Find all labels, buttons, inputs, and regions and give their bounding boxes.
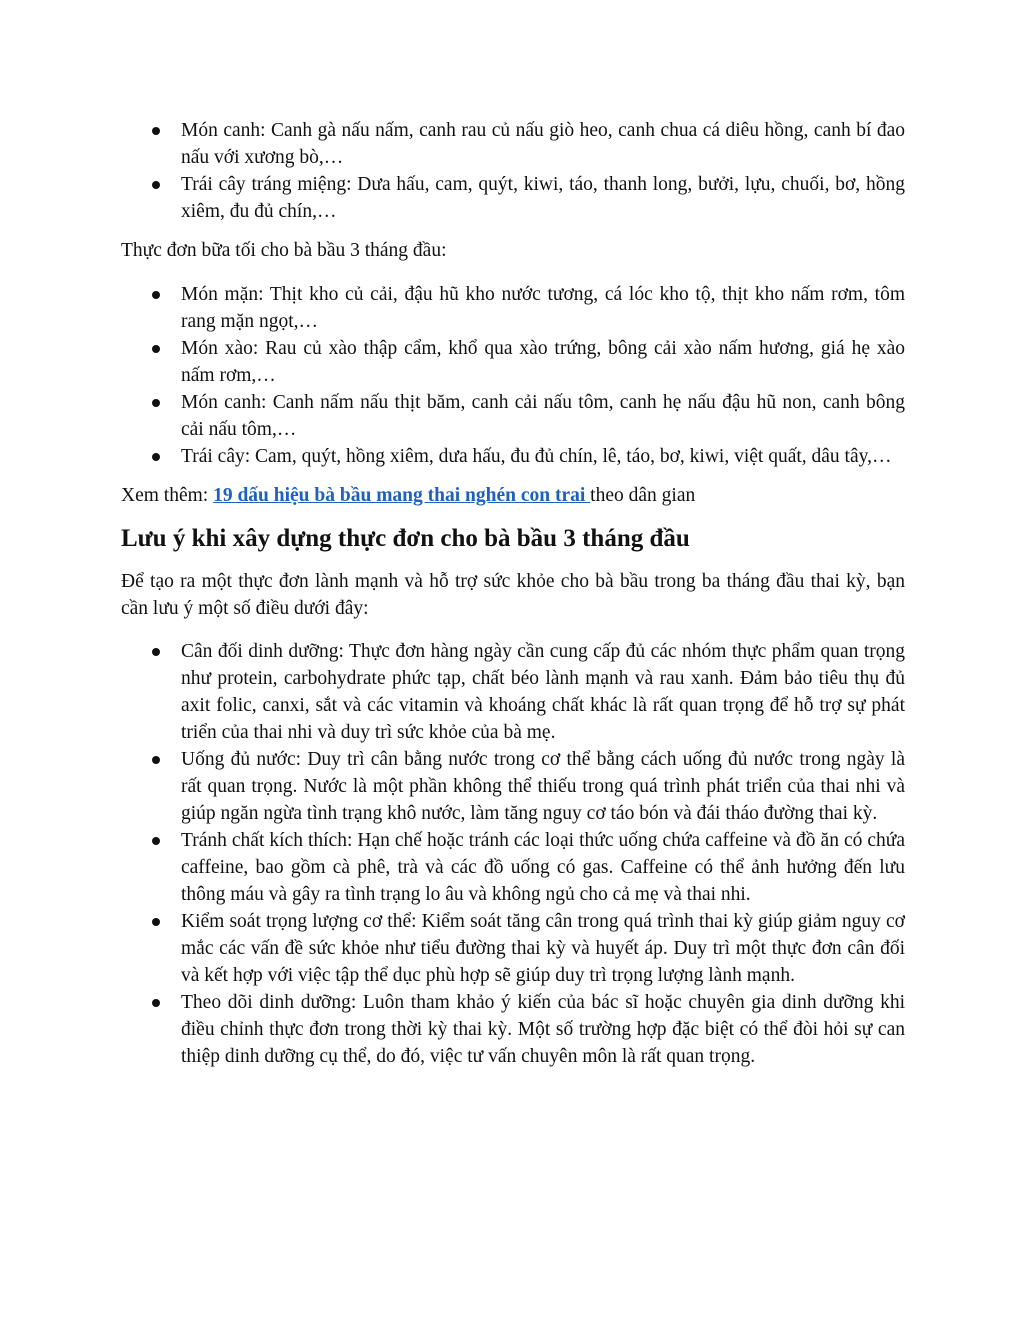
bullet-icon [152,345,160,353]
bullet-icon [152,291,160,299]
bullet-icon [152,999,160,1007]
lunch-continued-list [121,117,905,225]
list-item: Món xào: Rau củ xào thập cẩm, khổ qua xào trứng, bông cải xào nấm hương, giá hẹ xào nấm rơm,… [121,335,905,389]
list-item: Tránh chất kích thích: Hạn chế hoặc tránh các loại thức uống chứa caffeine và đồ ăn có chứa caffeine, bao gồm cà phê, trà và các đồ uống có gas. Caffeine có thể ảnh hưởng đến lưu thông máu và gây ra tình trạng lo âu và không ngủ cho cả mẹ và thai nhi. [121,827,905,908]
bullet-icon [152,127,160,135]
document-page [121,117,905,1070]
section-heading: Lưu ý khi xây dựng thực đơn cho bà bầu 3 tháng đầu [121,525,690,552]
see-also [121,482,905,509]
bullet-icon [152,453,160,461]
dinner-intro: Thực đơn bữa tối cho bà bầu 3 tháng đầu: [121,240,447,261]
bullet-icon [152,648,160,656]
see-also-link[interactable]: 19 dấu hiệu bà bầu mang thai nghén con trai [213,485,591,506]
notes-intro: Để tạo ra một thực đơn lành mạnh và hỗ trợ sức khỏe cho bà bầu trong ba tháng đầu thai kỳ, bạn cần lưu ý một số điều dưới đây: [121,571,905,619]
notes-list [121,638,905,1070]
bullet-icon [152,181,160,189]
list-item: Món canh: Canh gà nấu nấm, canh rau củ nấu giò heo, canh chua cá diêu hồng, canh bí đao nấu với xương bò,… [121,117,905,171]
list-item: Trái cây: Cam, quýt, hồng xiêm, dưa hấu, đu đủ chín, lê, táo, bơ, kiwi, việt quất, dâu tây,… [121,443,905,470]
bullet-icon [152,756,160,764]
dinner-list [121,281,905,470]
list-item: Trái cây tráng miệng: Dưa hấu, cam, quýt, kiwi, táo, thanh long, bưởi, lựu, chuối, bơ, hồng xiêm, đu đủ chín,… [121,171,905,225]
list-item: Kiểm soát trọng lượng cơ thể: Kiểm soát tăng cân trong quá trình thai kỳ giúp giảm nguy cơ mắc các vấn đề sức khỏe như tiểu đường thai kỳ và huyết áp. Duy trì một thực đơn cân đối và kết hợp với việc tập thể dục phù hợp sẽ giúp duy trì trọng lượng lành mạnh. [121,908,905,989]
bullet-icon [152,399,160,407]
bullet-icon [152,918,160,926]
list-item: Món mặn: Thịt kho củ cải, đậu hũ kho nước tương, cá lóc kho tộ, thịt kho nấm rơm, tôm rang mặn ngọt,… [121,281,905,335]
list-item: Món canh: Canh nấm nấu thịt băm, canh cải nấu tôm, canh hẹ nấu đậu hũ non, canh bông cải nấu tôm,… [121,389,905,443]
list-item: Cân đối dinh dưỡng: Thực đơn hàng ngày cần cung cấp đủ các nhóm thực phẩm quan trọng như protein, carbohydrate phức tạp, chất béo lành mạnh và rau xanh. Đảm bảo tiêu thụ đủ axit folic, canxi, sắt và các vitamin và khoáng chất khác là rất quan trọng để hỗ trợ sự phát triển của thai nhi và duy trì sức khỏe của bà mẹ. [121,638,905,746]
see-also-prefix: Xem thêm: [121,485,214,506]
list-item: Uống đủ nước: Duy trì cân bằng nước trong cơ thể bằng cách uống đủ nước trong ngày là rất quan trọng. Nước là một phần không thể thiếu trong quá trình phát triển của thai nhi và giúp ngăn ngừa tình trạng khô nước, làm tăng nguy cơ táo bón và đái tháo đường thai kỳ. [121,746,905,827]
list-item: Theo dõi dinh dưỡng: Luôn tham khảo ý kiến của bác sĩ hoặc chuyên gia dinh dưỡng khi điều chỉnh thực đơn trong thời kỳ thai kỳ. Một số trường hợp đặc biệt có thể đòi hỏi sự can thiệp dinh dưỡng cụ thể, do đó, việc tư vấn chuyên môn là rất quan trọng. [121,989,905,1070]
see-also-suffix: theo dân gian [590,485,696,506]
bullet-icon [152,837,160,845]
